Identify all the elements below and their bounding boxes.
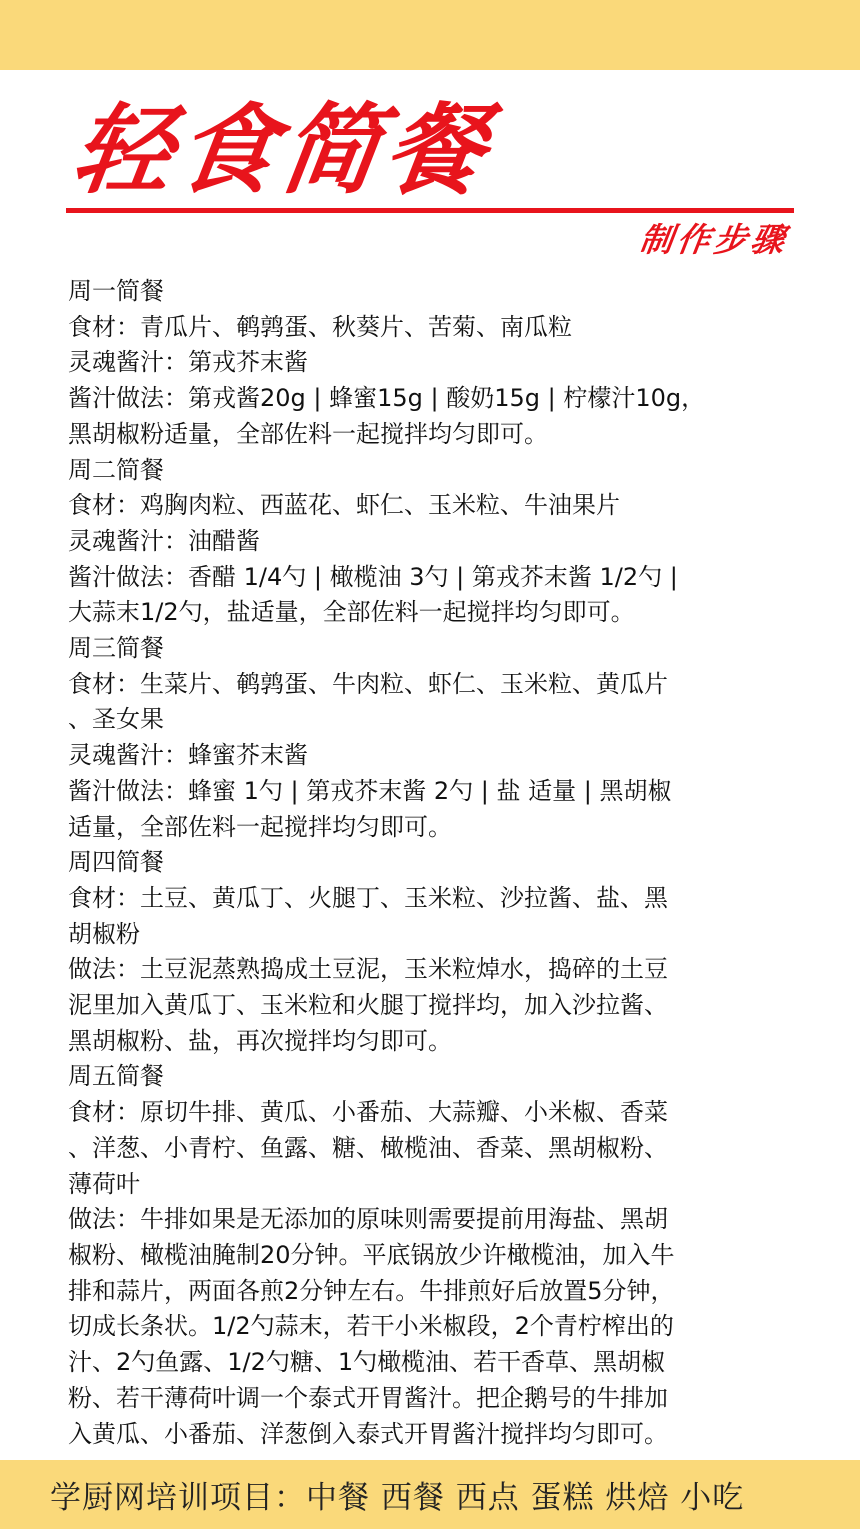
text-line: 周一简餐 bbox=[68, 277, 164, 305]
text-line: 椒粉、橄榄油腌制20分钟。平底锅放少许橄榄油，加入牛 bbox=[68, 1240, 675, 1269]
text-line: 粉、若干薄荷叶调一个泰式开胃酱汁。把企鹅号的牛排加 bbox=[68, 1383, 668, 1412]
text-line: 切成长条状。1/2勺蒜末，若干小米椒段，2个青柠榨出的 bbox=[68, 1312, 674, 1341]
text-line: 食材：土豆、黄瓜丁、火腿丁、玉米粒、沙拉酱、盐、黑 bbox=[68, 883, 668, 912]
text-line: 做法：土豆泥蒸熟捣成土豆泥，玉米粒焯水，捣碎的土豆 bbox=[68, 955, 668, 984]
text-line: 、洋葱、小青柠、鱼露、糖、橄榄油、香菜、黑胡椒粉、 bbox=[68, 1133, 668, 1162]
text-line: 薄荷叶 bbox=[68, 1169, 140, 1198]
text-line: 酱汁做法：第戎酱20g | 蜂蜜15g | 酸奶15g | 柠檬汁10g， bbox=[68, 384, 706, 413]
recipe-content bbox=[68, 274, 794, 1452]
text-line: 食材：青瓜片、鹌鹑蛋、秋葵片、苦菊、南瓜粒 bbox=[68, 312, 572, 341]
text-line: 周四简餐 bbox=[68, 848, 164, 877]
text-line: 周三简餐 bbox=[68, 634, 164, 663]
page-title: 轻食简餐 bbox=[65, 94, 498, 208]
text-line: 周五简餐 bbox=[68, 1062, 164, 1091]
text-line: 灵魂酱汁：第戎芥末酱 bbox=[68, 348, 308, 377]
text-line: 汁、2勺鱼露、1/2勺糖、1勺橄榄油、若干香草、黑胡椒 bbox=[68, 1348, 666, 1377]
text-line: 食材：生菜片、鹌鹑蛋、牛肉粒、虾仁、玉米粒、黄瓜片 bbox=[68, 669, 668, 698]
text-line: 黑胡椒粉、盐，再次搅拌均匀即可。 bbox=[68, 1026, 452, 1055]
text-line: 灵魂酱汁：蜂蜜芥末酱 bbox=[68, 741, 308, 770]
text-line: 食材：原切牛排、黄瓜、小番茄、大蒜瓣、小米椒、香菜 bbox=[68, 1098, 668, 1127]
text-line: 灵魂酱汁：油醋酱 bbox=[68, 526, 260, 555]
text-line: 周二简餐 bbox=[68, 455, 164, 484]
footer-band bbox=[0, 1460, 860, 1529]
text-line: 泥里加入黄瓜丁、玉米粒和火腿丁搅拌均，加入沙拉酱、 bbox=[68, 991, 668, 1020]
text-line: 黑胡椒粉适量，全部佐料一起搅拌均匀即可。 bbox=[68, 419, 548, 448]
text-line: 适量，全部佐料一起搅拌均匀即可。 bbox=[68, 812, 452, 841]
top-band bbox=[0, 0, 860, 70]
title-divider bbox=[66, 208, 794, 213]
text-line: 胡椒粉 bbox=[68, 919, 140, 948]
text-line: 、圣女果 bbox=[68, 705, 164, 734]
text-line: 大蒜末1/2勺，盐适量，全部佐料一起搅拌均匀即可。 bbox=[68, 598, 635, 627]
text-line: 入黄瓜、小番茄、洋葱倒入泰式开胃酱汁搅拌均匀即可。 bbox=[68, 1419, 668, 1448]
footer-text: 学厨网培训项目：中餐 西餐 西点 蛋糕 烘焙 小吃 bbox=[50, 1480, 745, 1516]
text-line: 酱汁做法：香醋 1/4勺 | 橄榄油 3勺 | 第戎芥末酱 1/2勺 | bbox=[68, 562, 678, 591]
page-subtitle: 制作步骤 bbox=[637, 220, 791, 259]
text-line: 食材：鸡胸肉粒、西蓝花、虾仁、玉米粒、牛油果片 bbox=[68, 491, 620, 520]
text-line: 酱汁做法：蜂蜜 1勺 | 第戎芥末酱 2勺 | 盐 适量 | 黑胡椒 bbox=[68, 776, 672, 805]
text-line: 排和蒜片，两面各煎2分钟左右。牛排煎好后放置5分钟， bbox=[68, 1276, 675, 1305]
text-line: 做法：牛排如果是无添加的原味则需要提前用海盐、黑胡 bbox=[68, 1205, 668, 1234]
